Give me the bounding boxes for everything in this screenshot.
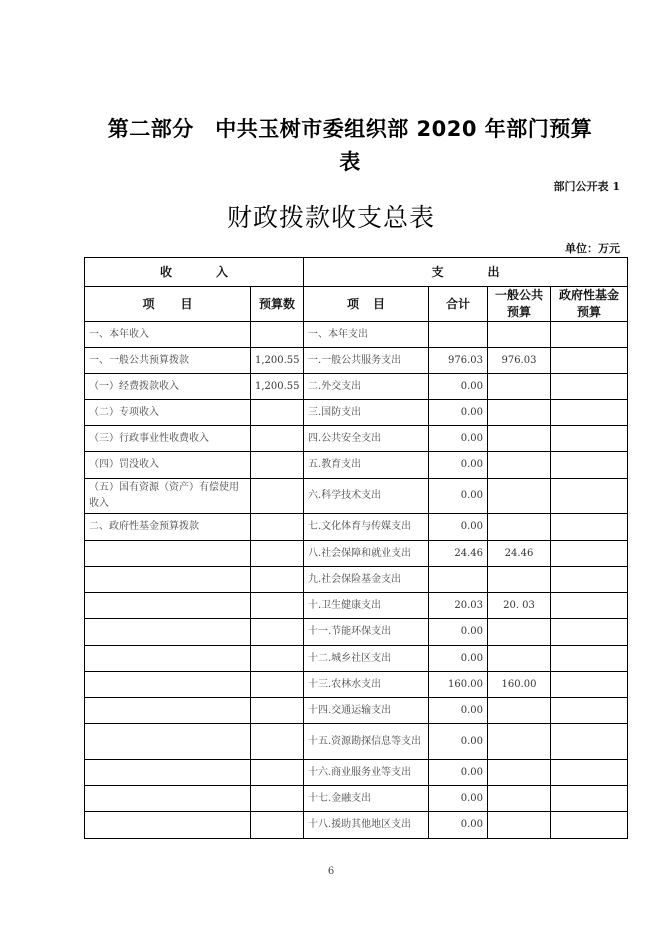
cell-general-public-budget [488,812,551,839]
budget-summary-table [84,257,628,839]
expense-group-header: 支 出 [304,258,628,287]
cell-income-item [85,724,251,760]
cell-gov-fund-budget [551,400,628,426]
cell-expense-item: 十七.金融支出 [304,786,429,812]
cell-gov-fund-budget [551,812,628,839]
cell-general-public-budget [488,760,551,786]
page-number: 6 [327,866,335,877]
cell-income-budget: 1,200.55 [251,374,304,400]
cell-income-budget [251,646,304,672]
cell-income-budget: 1,200.55 [251,348,304,374]
cell-total: 0.00 [429,514,488,541]
table-row [85,672,628,698]
table-row [85,426,628,452]
cell-income-item [85,698,251,724]
cell-income-budget [251,724,304,760]
cell-general-public-budget: 160.00 [488,672,551,698]
cell-total: 24.46 [429,541,488,567]
table-row [85,567,628,593]
cell-general-public-budget: 24.46 [488,541,551,567]
cell-total: 0.00 [429,426,488,452]
table-row [85,812,628,839]
table-row [85,786,628,812]
cell-expense-item: 十三.农林水支出 [304,672,429,698]
cell-income-budget [251,672,304,698]
cell-total: 160.00 [429,672,488,698]
cell-total: 976.03 [429,348,488,374]
cell-general-public-budget [488,724,551,760]
cell-expense-item: 十五.资源勘探信息等支出 [304,724,429,760]
cell-total [429,567,488,593]
cell-income-budget [251,452,304,479]
table-row [85,724,628,760]
col-income-budget: 预算数 [251,287,304,322]
cell-income-item [85,541,251,567]
cell-expense-item: 三.国防支出 [304,400,429,426]
cell-income-item [85,786,251,812]
cell-income-item: （五）国有资源（资产）有偿使用收入 [85,479,251,514]
cell-income-budget [251,619,304,646]
cell-total: 0.00 [429,374,488,400]
cell-income-budget [251,479,304,514]
col-general-public-budget: 一般公共 预算 [488,287,551,322]
unit-label: 单位：万元 [565,242,620,255]
cell-expense-item: 二.外交支出 [304,374,429,400]
table-row [85,452,628,479]
table-row [85,514,628,541]
cell-total: 0.00 [429,724,488,760]
cell-income-item: （三）行政事业性收费收入 [85,426,251,452]
table-row [85,593,628,619]
cell-total: 0.00 [429,400,488,426]
cell-gov-fund-budget [551,646,628,672]
column-header-row [85,287,628,322]
cell-income-item [85,812,251,839]
cell-gov-fund-budget [551,593,628,619]
cell-income-item: （一）经费拨款收入 [85,374,251,400]
cell-gov-fund-budget [551,619,628,646]
cell-gov-fund-budget [551,786,628,812]
cell-gov-fund-budget [551,698,628,724]
table-row [85,479,628,514]
cell-gov-fund-budget [551,724,628,760]
cell-expense-item: 八.社会保障和就业支出 [304,541,429,567]
cell-income-item [85,760,251,786]
cell-total: 0.00 [429,698,488,724]
cell-expense-item: 七.文化体育与传媒支出 [304,514,429,541]
cell-income-budget [251,322,304,348]
cell-expense-item: 六.科学技术支出 [304,479,429,514]
cell-gov-fund-budget [551,348,628,374]
cell-expense-item: 一.一般公共服务支出 [304,348,429,374]
cell-expense-item: 十八.援助其他地区支出 [304,812,429,839]
cell-income-budget [251,786,304,812]
cell-total: 0.00 [429,619,488,646]
table-row [85,760,628,786]
cell-total: 0.00 [429,452,488,479]
cell-income-budget [251,812,304,839]
table-row [85,374,628,400]
table-row [85,646,628,672]
table-row [85,400,628,426]
cell-total: 0.00 [429,479,488,514]
cell-income-budget [251,567,304,593]
col-income-item: 项 目 [85,287,251,322]
cell-general-public-budget [488,619,551,646]
cell-income-item: （二）专项收入 [85,400,251,426]
cell-general-public-budget: 20. 03 [488,593,551,619]
cell-gov-fund-budget [551,760,628,786]
cell-income-item: 一、本年收入 [85,322,251,348]
income-group-header: 收 入 [85,258,304,287]
cell-income-budget [251,400,304,426]
cell-general-public-budget [488,400,551,426]
col-expense-item: 项 目 [304,287,429,322]
cell-general-public-budget [488,786,551,812]
cell-income-item [85,646,251,672]
cell-gov-fund-budget [551,322,628,348]
cell-gov-fund-budget [551,479,628,514]
cell-general-public-budget [488,646,551,672]
group-header-row [85,258,628,287]
cell-expense-item: 十六.商业服务业等支出 [304,760,429,786]
col-gov-fund-budget: 政府性基金 预算 [551,287,628,322]
cell-total: 0.00 [429,812,488,839]
table-title: 财政拨款收支总表 [226,203,435,232]
cell-expense-item: 九.社会保险基金支出 [304,567,429,593]
table-row [85,619,628,646]
cell-income-budget [251,514,304,541]
cell-gov-fund-budget [551,426,628,452]
cell-income-item [85,619,251,646]
part-title [100,113,600,179]
table-code: 部门公开表 1 [553,180,620,193]
cell-income-item [85,567,251,593]
table-row [85,698,628,724]
cell-expense-item: 一、本年支出 [304,322,429,348]
table-row [85,541,628,567]
cell-gov-fund-budget [551,514,628,541]
table-body [85,322,628,839]
cell-gov-fund-budget [551,567,628,593]
cell-income-item: 二、政府性基金预算拨款 [85,514,251,541]
cell-expense-item: 十二.城乡社区支出 [304,646,429,672]
cell-income-budget [251,760,304,786]
cell-general-public-budget [488,479,551,514]
cell-income-budget [251,426,304,452]
cell-general-public-budget [488,322,551,348]
cell-gov-fund-budget [551,541,628,567]
cell-gov-fund-budget [551,374,628,400]
cell-total: 0.00 [429,760,488,786]
cell-income-item: （四）罚没收入 [85,452,251,479]
cell-general-public-budget: 976.03 [488,348,551,374]
cell-total [429,322,488,348]
col-total: 合计 [429,287,488,322]
cell-general-public-budget [488,567,551,593]
cell-total: 20.03 [429,593,488,619]
cell-income-item [85,593,251,619]
cell-total: 0.00 [429,646,488,672]
cell-expense-item: 十一.节能环保支出 [304,619,429,646]
cell-general-public-budget [488,426,551,452]
part-title-line2: 表 [339,150,361,174]
cell-income-item: 一、一般公共预算拨款 [85,348,251,374]
part-title-line1: 第二部分 中共玉树市委组织部 2020 年部门预算 [107,117,593,141]
cell-general-public-budget [488,452,551,479]
cell-income-budget [251,698,304,724]
cell-general-public-budget [488,514,551,541]
cell-expense-item: 十四.交通运输支出 [304,698,429,724]
cell-gov-fund-budget [551,672,628,698]
cell-gov-fund-budget [551,452,628,479]
cell-income-budget [251,541,304,567]
cell-total: 0.00 [429,786,488,812]
table-row [85,322,628,348]
cell-general-public-budget [488,374,551,400]
cell-general-public-budget [488,698,551,724]
cell-income-item [85,672,251,698]
cell-expense-item: 四.公共安全支出 [304,426,429,452]
table-row [85,348,628,374]
cell-expense-item: 十.卫生健康支出 [304,593,429,619]
cell-expense-item: 五.教育支出 [304,452,429,479]
cell-income-budget [251,593,304,619]
